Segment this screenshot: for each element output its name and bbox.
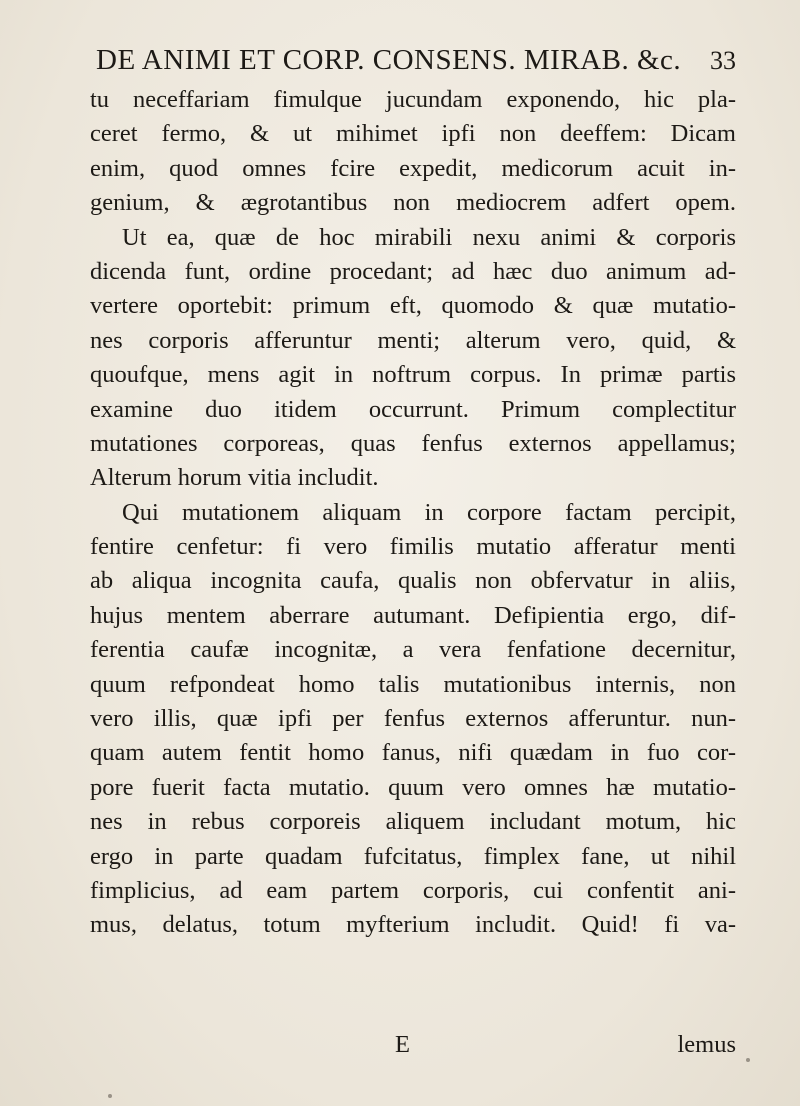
ink-speck <box>746 1058 750 1062</box>
page-footer <box>90 1031 736 1067</box>
page-number: 33 <box>710 46 736 75</box>
text-line: pore fuerit facta mutatio. quum vero omnes hæ mutatio- <box>90 773 736 801</box>
text-line: mutationes corporeas, quas fenfus externos appellamus; <box>90 429 736 457</box>
paragraph-start-line: Ut ea, quæ de hoc mirabili nexu animi & corporis <box>122 223 736 251</box>
text-line: ferentia caufæ incognitæ, a vera fenfatione decernitur, <box>90 636 736 664</box>
text-line: quoufque, mens agit in noftrum corpus. In primæ partis <box>90 361 736 389</box>
ink-speck <box>108 1094 112 1098</box>
catchword: lemus <box>677 1031 736 1058</box>
text-line: dicenda funt, ordine procedant; ad hæc duo animum ad- <box>90 257 736 285</box>
text-line: vertere oportebit: primum eft, quomodo & quæ mutatio- <box>90 292 736 320</box>
text-line: nes in rebus corporeis aliquem includant motum, hic <box>90 808 736 836</box>
text-line: nes corporis afferuntur menti; alterum vero, quid, & <box>90 326 736 354</box>
text-line: vero illis, quæ ipfi per fenfus externos afferuntur. nun- <box>90 705 736 733</box>
text-line: fimplicius, ad eam partem corporis, cui confentit ani- <box>90 876 736 904</box>
text-line: quam autem fentit homo fanus, nifi quædam in fuo cor- <box>90 739 736 767</box>
text-line: genium, & ægrotantibus non mediocrem adfert opem. <box>90 189 736 217</box>
text-line: tu neceffariam fimulque jucundam exponendo, hic pla- <box>90 86 736 113</box>
body-text <box>90 83 736 943</box>
paragraph-end-line: Alterum horum vitia includit. <box>90 464 379 492</box>
running-title: DE ANIMI ET CORP. CONSENS. MIRAB. &c. <box>96 44 682 76</box>
text-line: ergo in parte quadam fufcitatus, fimplex fane, ut nihil <box>90 842 736 870</box>
text-line: ab aliqua incognita caufa, qualis non obfervatur in aliis, <box>90 567 736 595</box>
signature-mark: E <box>395 1031 410 1058</box>
text-line: ceret fermo, & ut mihimet ipfi non deeffem: Dicam <box>90 120 736 148</box>
text-line: enim, quod omnes fcire expedit, medicorum acuit in- <box>90 154 736 182</box>
text-line: examine duo itidem occurrunt. Primum complectitur <box>90 395 736 423</box>
page-header <box>96 44 736 84</box>
text-line: mus, delatus, totum myfterium includit. Quid! fi va- <box>90 911 736 939</box>
text-line: hujus mentem aberrare autumant. Defipientia ergo, dif- <box>90 601 736 629</box>
paragraph-start-line: Qui mutationem aliquam in corpore factam percipit, <box>122 498 736 526</box>
text-line: fentire cenfetur: fi vero fimilis mutatio afferatur menti <box>90 533 736 561</box>
text-line: quum refpondeat homo talis mutationibus internis, non <box>90 670 736 698</box>
